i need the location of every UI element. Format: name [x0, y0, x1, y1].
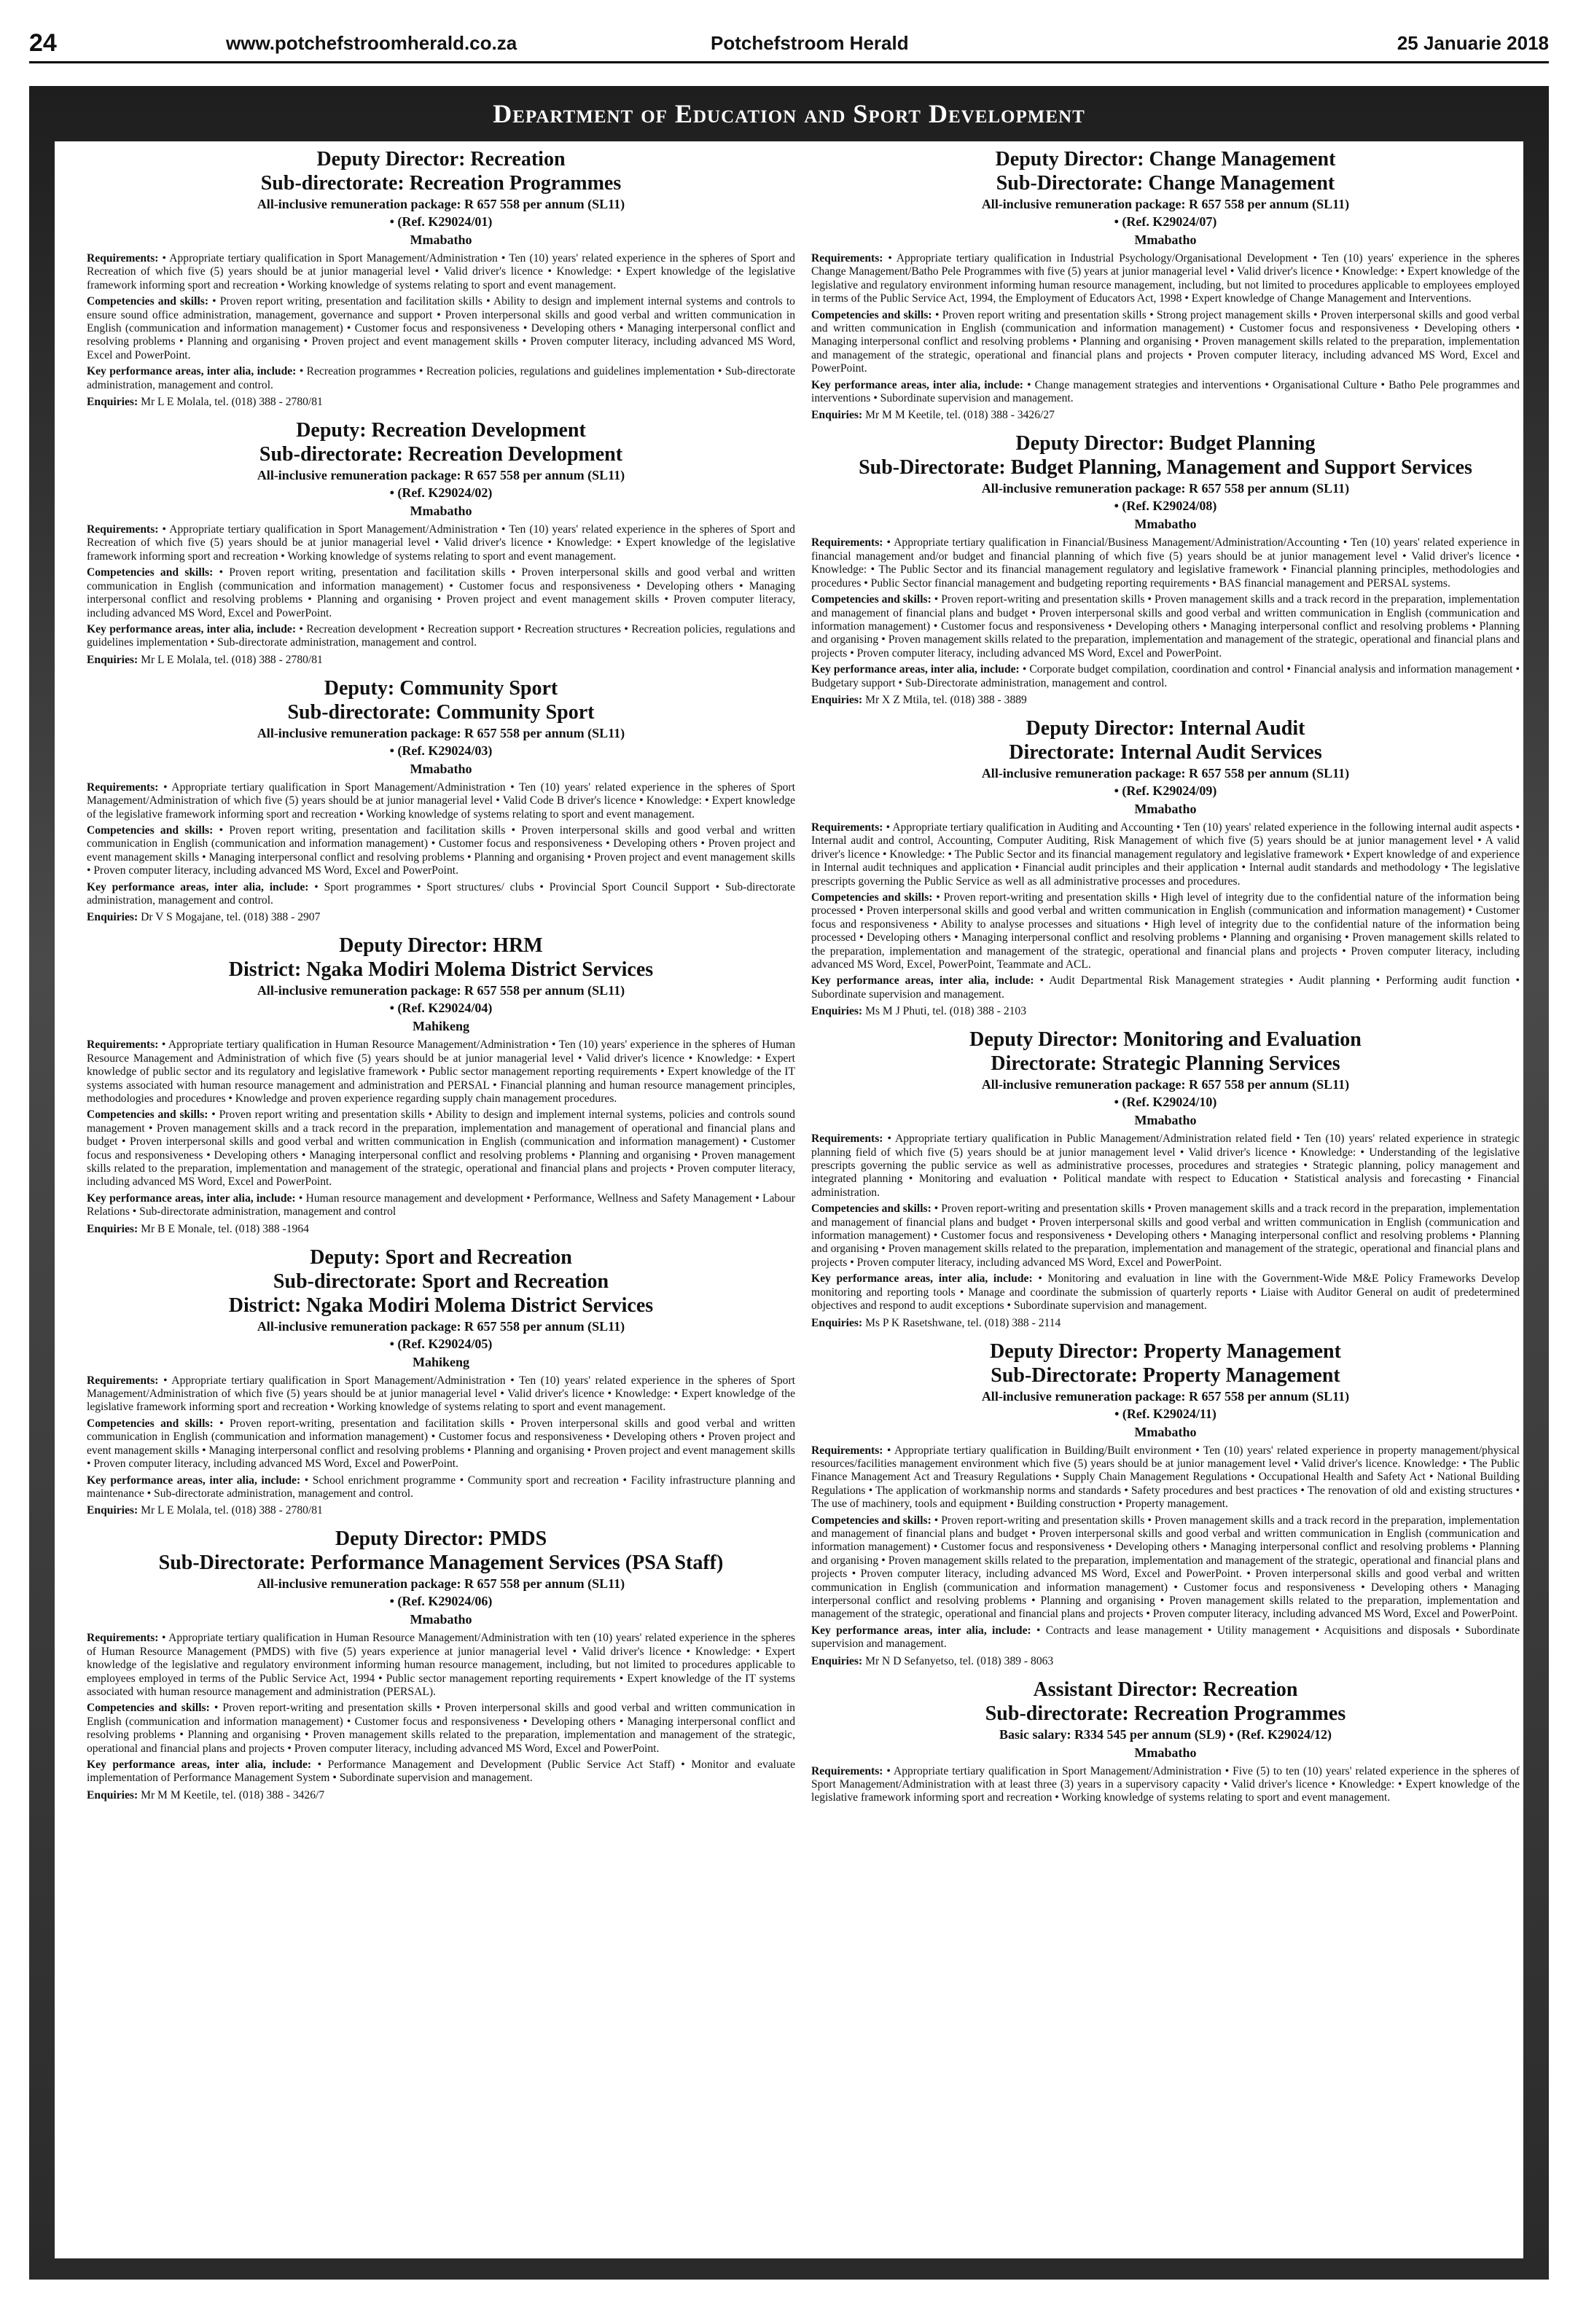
enquiries-label: Enquiries:: [811, 1316, 863, 1329]
enquiries: [811, 1316, 1520, 1331]
kpa-text-body: • Sport programmes • Sport structures/ clubs • Provincial Sport Council Support • Sub-directorate administration, management and control.: [87, 880, 795, 907]
competencies-text-body: • Proven report writing, presentation and facilitation skills • Proven interpersonal skills and good verbal and written communication in English (communication and information management) • Customer focus and responsiveness • Developing others • Managing interpersonal conflict and resolving problems • Planning and organising • Proven project and event management skills • Proven computer literacy, including advanced MS Word, Excel and PowerPoint.: [87, 566, 795, 619]
kpa-text: [811, 1624, 1520, 1651]
kpa-text-body: • Human resource management and development • Performance, Wellness and Safety Management • Labour Relations • Sub-directorate administration, management and control: [87, 1192, 795, 1218]
kpa-text-label: Key performance areas, inter alia, include:: [87, 622, 297, 635]
vacancy-title: Deputy Director: Budget Planning: [1015, 432, 1316, 455]
competencies-text: [811, 309, 1520, 376]
enquiries-label: Enquiries:: [87, 653, 138, 666]
vacancy-title: Deputy Director: Internal Audit: [1026, 716, 1305, 740]
page-number: 24: [29, 28, 57, 57]
vacancy-title: Deputy Director: Property Management: [990, 1339, 1341, 1363]
competencies-text-body: • Proven report-writing and presentation skills • High level of integrity due to the confidential nature of the information being processed • Proven interpersonal skills and good verbal and written communication in English (communication and information management) • Customer focus and responsiveness • Ability to analyse processes and situations • High level of integrity due to the confidential nature of the information being processed • Developing others • Managing interpersonal conflict and resolving problems • Planning and organising • Proven management skills related to the preparation, implementation and management of the strategic, operational and financial plans and projects • Proven computer literacy, including advanced MS Word, Excel, PowerPoint, Teammate and ACL.: [811, 891, 1520, 971]
requirements-text-label: Requirements:: [811, 1444, 883, 1457]
vacancy-ad: [87, 418, 795, 668]
vacancy-ad: [811, 1678, 1520, 1805]
kpa-text-body: • Monitoring and evaluation in line with the Government-Wide M&E Policy Frameworks Develop monitoring and reporting tools • Manage and coordinate the submission of quarterly reports • Liaise with Auditor General on audit of predetermined objectives and respond to audit exceptions • Subordinate supervision and management.: [811, 1272, 1520, 1312]
kpa-text: [811, 1272, 1520, 1312]
reference-number: • (Ref. K29024/04): [389, 1001, 493, 1016]
competencies-text-label: Competencies and skills:: [811, 1202, 931, 1216]
competencies-text-body: • Proven report-writing and presentation skills • Proven management skills and a track record in the preparation, implementation and management of financial plans and budget • Proven interpersonal skills and good verbal and written communication in English (communication and information management) • Customer focus and responsiveness • Developing others • Managing interpersonal conflict and resolving problems • Planning and organising • Proven management skills related to the preparation, implementation and management of the strategic, operational and financial plans and projects • Proven computer literacy, including advanced MS Word, Excel and PowerPoint.: [811, 593, 1520, 660]
enquiries-label: Enquiries:: [811, 1005, 863, 1018]
competencies-text: [811, 1202, 1520, 1269]
kpa-text-body: • Recreation programmes • Recreation policies, regulations and guidelines implementation • Sub-directorate administration, management and control.: [87, 365, 796, 391]
reference-number: • (Ref. K29024/01): [389, 214, 493, 229]
website-link[interactable]: www.potchefstroomherald.co.za: [226, 31, 517, 54]
requirements-text-label: Requirements:: [811, 1764, 883, 1777]
requirements-text-body: • Appropriate tertiary qualification in Financial/Business Management/Administration/Accounting • Ten (10) years' related experience in financial management and/or budget and financial planning of which five (5) years should be at junior management level • Valid driver's licence • Knowledge: • The Public Sector and its financial management regulatory and legislative framework • Financial planning principles, methodologies and procedures • Public Sector financial management and budgeting reporting requirements • BAS financial management and PERSAL systems.: [811, 536, 1520, 590]
requirements-text-label: Requirements:: [87, 780, 159, 794]
kpa-text-label: Key performance areas, inter alia, include:: [811, 1272, 1033, 1286]
reference-number: • (Ref. K29024/10): [1114, 1095, 1217, 1110]
competencies-text: [811, 593, 1520, 660]
competencies-text-body: • Proven report-writing and presentation skills • Proven management skills and a track record in the preparation, implementation and management of financial plans and budget • Proven interpersonal skills and good verbal and written communication in English (communication and information management) • Customer focus and responsiveness • Developing others • Managing interpersonal conflict and resolving problems • Planning and organising • Proven management skills related to the preparation, implementation and management of the strategic, operational and financial plans and projects • Proven computer literacy, including advanced MS Word, Excel and PowerPoint. • Proven interpersonal skills and good verbal and written communication in English (communication and information management) • Customer focus and responsiveness • Developing others • Managing interpersonal conflict and resolving problems • Planning and organising • Proven management skills related to the preparation, implementation and management of the strategic, operational and financial plans and projects • Proven computer literacy, including advanced MS Word, Excel and PowerPoint.: [811, 1514, 1520, 1621]
department-banner: Department of Education and Sport Development: [493, 99, 1085, 128]
vacancy-ad: [87, 1245, 795, 1519]
requirements-text-body: • Appropriate tertiary qualification in Sport Management/Administration • Ten (10) years' related experience in the spheres of Sport and Recreation of which five (5) years should be at junior managerial level • Valid driver's licence • Knowledge: • Expert knowledge of the legislative framework informing sport and recreation • Working knowledge of systems relating to sport and event management.: [87, 523, 795, 563]
competencies-text-label: Competencies and skills:: [87, 1417, 214, 1430]
enquiries-contact: Mr M M Keetile, tel. (018) 388 - 3426/27: [865, 409, 1055, 422]
enquiries-label: Enquiries:: [87, 1504, 138, 1517]
reference-number: • (Ref. K29024/07): [1114, 214, 1217, 229]
location: Mmabatho: [410, 232, 472, 247]
enquiries: [87, 653, 795, 668]
competencies-text-label: Competencies and skills:: [811, 1514, 931, 1527]
vacancy-title: Sub-directorate: Recreation Development: [259, 443, 623, 466]
vacancy-title: Sub-Directorate: Change Management: [996, 172, 1335, 195]
requirements-text-body: • Appropriate tertiary qualification in Auditing and Accounting • Ten (10) years' related experience in the following internal audit aspects • Internal audit and control, Accounting, Computer Auditing, Risk Management of which five (5) years should be at junior management level • A valid driver's licence • Knowledge: • The Public Sector and its financial management regulatory and legislative framework • Expert knowledge of and experience in Internal audit techniques and application • Financial audit principles and their application • Internal audit standards and methodology • The legislative prescripts governing the Public Service as well as all administrative processes and procedures.: [811, 821, 1520, 888]
remuneration-package: All-inclusive remuneration package: R 657 558 per annum (SL11): [981, 1388, 1350, 1404]
remuneration-package: All-inclusive remuneration package: R 657 558 per annum (SL11): [257, 197, 625, 211]
vacancy-title: Directorate: Internal Audit Services: [1009, 740, 1322, 764]
reference-number: • (Ref. K29024/03): [389, 743, 493, 758]
location: Mmabatho: [410, 1612, 472, 1627]
reference-number: • (Ref. K29024/08): [1114, 498, 1217, 514]
vacancy-title: Assistant Director: Recreation: [1033, 1678, 1298, 1701]
enquiries-contact: Mr L E Molala, tel. (018) 388 - 2780/81: [141, 396, 323, 409]
competencies-text-label: Competencies and skills:: [87, 1702, 210, 1715]
kpa-text: [87, 881, 795, 908]
requirements-text-body: • Appropriate tertiary qualification in Industrial Psychology/Organisational Development • Ten (10) years' experience in the spheres Change Management/Batho Pele Programmes with five (5) years at junior managerial level • Valid driver's licence • Knowledge: • Expert knowledge of the legislative and regulatory environment informing human resource management, including, but not limited to procedures applicable to employees employed in terms of the Public Service Act, 1994, the Employment of Educators Act, 1998 • Expert knowledge of Change Management and Interventions.: [811, 252, 1520, 305]
kpa-text: [87, 1474, 795, 1501]
remuneration-package: All-inclusive remuneration package: R 657 558 per annum (SL11): [257, 983, 625, 998]
remuneration-package: All-inclusive remuneration package: R 657 558 per annum (SL11): [257, 1576, 625, 1592]
remuneration-package: All-inclusive remuneration package: R 657 558 per annum (SL11): [981, 765, 1350, 780]
competencies-text-body: • Proven report-writing and presentation skills • Proven interpersonal skills and good verbal and written communication in English (communication and information management) • Customer focus and responsiveness • Developing others • Managing interpersonal conflict and resolving problems • Planning and organising • Proven management skills related to the preparation, implementation and management of the strategic, operational and financial plans and projects • Proven computer literacy, including advanced MS Word, Excel and PowerPoint.: [87, 1702, 795, 1755]
requirements-text: [87, 523, 795, 563]
advert-body: [55, 141, 1523, 2258]
location: Mmabatho: [1134, 1424, 1197, 1439]
enquiries: [811, 408, 1520, 423]
vacancy-title: Deputy: Sport and Recreation: [310, 1245, 572, 1269]
advert-frame: [29, 86, 1549, 2280]
vacancy-title: Deputy Director: HRM: [339, 934, 543, 958]
kpa-text-body: • Performance Management and Development (Public Service Act Staff) • Monitor and evaluate implementation of Performance Management System • Subordinate supervision and management.: [87, 1758, 795, 1785]
requirements-text-label: Requirements:: [87, 252, 159, 265]
location: Mmabatho: [1134, 801, 1197, 816]
vacancy-ad: [811, 1028, 1520, 1330]
enquiries-contact: Ms P K Rasetshwane, tel. (018) 388 - 2114: [865, 1316, 1061, 1329]
requirements-text-label: Requirements:: [811, 1132, 883, 1146]
requirements-text-label: Requirements:: [87, 1374, 159, 1387]
kpa-text-label: Key performance areas, inter alia, include:: [87, 880, 309, 893]
vacancy-ad: [87, 147, 795, 410]
enquiries-label: Enquiries:: [87, 1788, 138, 1801]
enquiries-label: Enquiries:: [811, 409, 863, 422]
competencies-text-label: Competencies and skills:: [811, 308, 932, 321]
requirements-text: [811, 821, 1520, 888]
vacancy-title: Directorate: Strategic Planning Services: [991, 1052, 1340, 1076]
vacancy-ad: [811, 1339, 1520, 1669]
kpa-text-label: Key performance areas, inter alia, include:: [811, 663, 1020, 676]
competencies-text: [811, 1514, 1520, 1621]
competencies-text: [87, 566, 795, 620]
enquiries-label: Enquiries:: [811, 693, 863, 706]
requirements-text-body: • Appropriate tertiary qualification in Human Resource Management/Administration • Ten (10) years' experience in the spheres of Human Resource Management and Administration of which five (5) years should be at junior managerial level • Valid driver's licence • Knowledge: • Expert knowledge of public sector and its regulatory and legislative framework • Public sector management reporting requirements • Expert knowledge of the IT systems associated with human resource management and administration and PERSAL • Financial planning and human resource management principles, methodologies and procedures • Knowledge and proven experience regarding supply chain management procedures.: [87, 1038, 796, 1105]
kpa-text-body: • School enrichment programme • Community sport and recreation • Facility infrastructure planning and maintenance • Sub-directorate administration, management and control.: [87, 1474, 795, 1500]
kpa-text-label: Key performance areas, inter alia, include:: [87, 1474, 301, 1487]
reference-number: • (Ref. K29024/09): [1114, 783, 1217, 798]
competencies-text-label: Competencies and skills:: [87, 1108, 208, 1122]
vacancy-title: Deputy Director: Recreation: [316, 148, 566, 171]
requirements-text: [811, 252, 1520, 306]
enquiries: [87, 395, 795, 410]
remuneration-package: All-inclusive remuneration package: R 657 558 per annum (SL11): [981, 1077, 1350, 1092]
kpa-text-label: Key performance areas, inter alia, include:: [87, 365, 297, 378]
enquiries-contact: Ms M J Phuti, tel. (018) 388 - 2103: [865, 1005, 1027, 1018]
reference-number: • (Ref. K29024/06): [389, 1594, 493, 1609]
requirements-text-body: • Appropriate tertiary qualification in Building/Built environment • Ten (10) years' related experience in property management/physical resources/facilities management environment which five (5) years should be at junior management level • Valid driver's licence. Knowledge: • The Public Finance Management Act and Treasury Regulations • Supply Chain Management Regulations • Occupational Health and Safety Act • National Building Regulations • The application of workmanship norms and standards • Safety procedures and best practices • The renovation of old and existing structures • The use of machinery, tools and equipment • Building construction • Property management.: [811, 1444, 1520, 1511]
competencies-text-body: • Proven report writing and presentation skills • Strong project management skills • Proven interpersonal skills and good verbal and written communication in English (communication and information management) • Customer focus and responsiveness • Developing others • Managing interpersonal conflict and resolving problems • Planning and organising • Proven management skills related to the preparation, implementation and management of the strategic, operational and financial plans and projects • Proven computer literacy, including advanced MS Word, Excel and PowerPoint.: [811, 308, 1520, 375]
issue-date: 25 Januarie 2018: [1397, 31, 1549, 54]
enquiries: [811, 1654, 1520, 1669]
vacancy-title: Deputy: Community Sport: [324, 676, 558, 700]
remuneration-package: Basic salary: R334 545 per annum (SL9) • (Ref. K29024/12): [999, 1726, 1332, 1742]
vacancy-title: Deputy: Recreation Development: [296, 419, 586, 442]
requirements-text-label: Requirements:: [87, 1632, 159, 1645]
location: Mmabatho: [410, 504, 472, 519]
vacancy-ad: [87, 1527, 795, 1802]
competencies-text-label: Competencies and skills:: [87, 566, 214, 579]
masthead: [29, 25, 1549, 63]
competencies-text-body: • Proven report writing and presentation skills • Ability to design and implement internal systems, policies and controls sound management • Proven management skills and a track record in the preparation, implementation and management of operational and financial plans and budget • Proven interpersonal skills and good verbal and written communication in English (communication and information management) • Customer focus and responsiveness • Developing others • Managing interpersonal conflict and resolving problems • Planning and organising • Proven management skills related to the preparation, implementation and management of the strategic, operational and financial plans and projects • Proven computer literacy, including advanced MS Word, Excel and PowerPoint.: [87, 1108, 795, 1189]
requirements-text-body: • Appropriate tertiary qualification in Sport Management/Administration • Five (5) to ten (10) years' related experience in the spheres of Sport Management/Administration with at least three (3) years in a supervisory capacity • Valid driver's licence • Knowledge: • Expert knowledge of the legislative framework informing sport and recreation • Working knowledge of systems relating to sport and event management.: [811, 1764, 1520, 1804]
vacancy-title: Sub-directorate: Sport and Recreation: [273, 1269, 609, 1293]
location: Mahikeng: [412, 1354, 469, 1369]
requirements-text-label: Requirements:: [811, 536, 883, 549]
enquiries-contact: Dr V S Mogajane, tel. (018) 388 - 2907: [141, 911, 321, 924]
requirements-text: [811, 1765, 1520, 1805]
kpa-text-body: • Corporate budget compilation, coordination and control • Financial analysis and information management • Budgetary support • Sub-Directorate administration, management and control.: [811, 663, 1520, 689]
competencies-text: [811, 891, 1520, 971]
enquiries-contact: Mr L E Molala, tel. (018) 388 - 2780/81: [141, 1504, 323, 1517]
enquiries-label: Enquiries:: [87, 911, 138, 924]
kpa-text-label: Key performance areas, inter alia, include:: [811, 1624, 1031, 1637]
kpa-text-label: Key performance areas, inter alia, include:: [811, 974, 1034, 987]
competencies-text-body: • Proven report-writing and presentation skills • Proven management skills and a track record in the preparation, implementation and management of financial plans and budget • Proven interpersonal skills and good verbal and written communication in English (communication and information management) • Customer focus and responsiveness • Developing others • Managing interpersonal conflict and resolving problems • Planning and organising • Proven management skills related to the preparation, implementation and management of the strategic, operational and financial plans and projects • Proven computer literacy, including advanced MS Word, Excel and PowerPoint.: [811, 1202, 1520, 1269]
competencies-text: [87, 1702, 795, 1756]
requirements-text: [87, 1632, 795, 1699]
remuneration-package: All-inclusive remuneration package: R 657 558 per annum (SL11): [981, 197, 1350, 211]
reference-number: • (Ref. K29024/11): [1114, 1406, 1216, 1421]
paper-name: Potchefstroom Herald: [711, 31, 909, 54]
enquiries-label: Enquiries:: [811, 1654, 863, 1667]
vacancy-title: Sub-directorate: Community Sport: [287, 700, 595, 724]
vacancy-title: Sub-directorate: Recreation Programmes: [985, 1702, 1346, 1725]
kpa-text: [811, 974, 1520, 1001]
vacancy-ad: [811, 716, 1520, 1019]
remuneration-package: All-inclusive remuneration package: R 657 558 per annum (SL11): [981, 481, 1350, 496]
remuneration-package: All-inclusive remuneration package: R 657 558 per annum (SL11): [257, 1318, 625, 1334]
location: Mahikeng: [412, 1019, 469, 1034]
enquiries: [811, 693, 1520, 708]
remuneration-package: All-inclusive remuneration package: R 657 558 per annum (SL11): [257, 468, 625, 483]
location: Mmabatho: [1134, 1113, 1197, 1128]
location: Mmabatho: [1134, 232, 1197, 247]
remuneration-package: All-inclusive remuneration package: R 657 558 per annum (SL11): [257, 725, 625, 740]
kpa-text-label: Key performance areas, inter alia, include:: [87, 1192, 296, 1205]
enquiries-contact: Mr M M Keetile, tel. (018) 388 - 3426/7: [141, 1788, 325, 1801]
competencies-text-label: Competencies and skills:: [87, 823, 214, 837]
competencies-text-label: Competencies and skills:: [811, 891, 933, 904]
left-column: [87, 141, 795, 1812]
requirements-text-label: Requirements:: [87, 1038, 159, 1052]
kpa-text-body: • Audit Departmental Risk Management strategies • Audit planning • Performing audit function • Subordinate supervision and management.: [811, 974, 1520, 1001]
enquiries: [87, 1222, 795, 1237]
location: Mmabatho: [410, 761, 472, 776]
vacancy-ad: [811, 147, 1520, 423]
enquiries-contact: Mr N D Sefanyetso, tel. (018) 389 - 8063: [865, 1654, 1054, 1667]
competencies-text: [87, 1417, 795, 1471]
kpa-text: [87, 1758, 795, 1785]
requirements-text: [87, 781, 795, 821]
kpa-text-body: • Recreation development • Recreation support • Recreation structures • Recreation policies, regulations and guidelines implementation • Sub-directorate administration, management and control.: [87, 622, 795, 649]
enquiries: [811, 1004, 1520, 1019]
competencies-text-body: • Proven report writing, presentation and facilitation skills • Proven interpersonal skills and good verbal and written communication in English (communication and information management) • Customer focus and responsiveness • Developing others • Proven project and event management skills • Managing interpersonal conflict and resolving problems • Planning and organising • Proven project and event management skills • Proven computer literacy, including advanced MS Word, Excel and PowerPoint.: [87, 823, 795, 877]
kpa-text: [87, 1192, 795, 1219]
requirements-text-label: Requirements:: [811, 252, 883, 265]
competencies-text-label: Competencies and skills:: [811, 593, 931, 606]
location: Mmabatho: [1134, 517, 1197, 532]
requirements-text-body: • Appropriate tertiary qualification in Public Management/Administration related field • Ten (10) years' related experience in strategic planning field of which five (5) years should be at junior management level • Valid driver's licence • Knowledge: • Understanding of the legislative prescripts governing the public service as well as administrative processes, procedures and strategies • Strategic planning, policy management and integrated planning • Monitoring and evaluation • Political mandate with respect to Education • Statistical analysis and forecasting • Financial administration.: [811, 1132, 1520, 1199]
kpa-text-label: Key performance areas, inter alia, include:: [87, 1758, 312, 1771]
reference-number: • (Ref. K29024/02): [389, 485, 493, 501]
competencies-text-body: • Proven report-writing, presentation and facilitation skills • Proven interpersonal skills and good verbal and written communication in English (communication and information management) • Customer focus and responsiveness • Developing others • Proven project and event management skills • Managing interpersonal conflict and resolving problems • Planning and organising • Proven project and event management skills • Proven computer literacy, including advanced MS Word, Excel and PowerPoint.: [87, 1417, 795, 1471]
vacancy-title: Sub-Directorate: Performance Management Services (PSA Staff): [158, 1552, 724, 1575]
requirements-text-body: • Appropriate tertiary qualification in Sport Management/Administration • Ten (10) years' related experience in the spheres of Sport Management/Administration of which five (5) years should be at junior managerial level • Valid Code B driver's licence • Knowledge: • Expert knowledge of the legislative framework informing sport and recreation • Working knowledge of systems relating to sport and event management.: [87, 780, 796, 821]
requirements-text-label: Requirements:: [811, 821, 883, 834]
enquiries-contact: Mr L E Molala, tel. (018) 388 - 2780/81: [141, 653, 323, 666]
enquiries-contact: Mr X Z Mtila, tel. (018) 388 - 3889: [865, 693, 1027, 706]
competencies-text: [87, 295, 795, 362]
requirements-text: [87, 1374, 795, 1415]
competencies-text: [87, 1108, 795, 1189]
vacancy-ad: [87, 676, 795, 926]
kpa-text: [87, 623, 795, 650]
competencies-text-label: Competencies and skills:: [87, 295, 209, 308]
requirements-text-label: Requirements:: [87, 523, 159, 536]
requirements-text: [811, 536, 1520, 590]
vacancy-title: Deputy Director: Monitoring and Evaluation: [969, 1028, 1362, 1052]
requirements-text-body: • Appropriate tertiary qualification in Human Resource Management/Administration with ten (10) years' related experience in the spheres of Human Resource Management (PMDS) with five (5) years experience at junior managerial level • Valid driver's licence • Knowledge: • Expert knowledge of the legislative and regulatory environment informing human resource management, including, but not limited to procedures applicable to employees employed in terms of the Public Service Act, 1994 • Public sector management reporting requirements • Expert knowledge of the IT systems associated with human resource management and administration (PERSAL).: [87, 1632, 795, 1698]
enquiries-label: Enquiries:: [87, 396, 138, 409]
location: Mmabatho: [1134, 1745, 1197, 1760]
vacancy-title: Sub-directorate: Recreation Programmes: [260, 172, 622, 195]
requirements-text: [811, 1132, 1520, 1200]
kpa-text-body: • Change management strategies and interventions • Organisational Culture • Batho Pele programmes and interventions • Subordinate supervision and management.: [811, 378, 1520, 405]
kpa-text: [811, 663, 1520, 690]
vacancy-title: Deputy Director: PMDS: [335, 1527, 547, 1551]
enquiries-label: Enquiries:: [87, 1222, 138, 1235]
kpa-text: [87, 365, 795, 392]
vacancy-title: District: Ngaka Modiri Molema District Services: [228, 1294, 654, 1317]
requirements-text-body: • Appropriate tertiary qualification in Sport Management/Administration • Ten (10) years' related experience in the spheres of Sport Management/Administration of which five (5) years should be at junior managerial level • Valid driver's licence • Knowledge: • Expert knowledge of the legislative framework informing sport and recreation • Working knowledge of systems relating to sport and event management.: [87, 1374, 796, 1414]
vacancy-title: Sub-Directorate: Property Management: [991, 1364, 1340, 1387]
enquiries-contact: Mr B E Monale, tel. (018) 388 -1964: [141, 1222, 309, 1235]
vacancy-ad: [87, 934, 795, 1236]
requirements-text-body: • Appropriate tertiary qualification in Sport Management/Administration • Ten (10) years' related experience in the spheres of Sport and Recreation of which five (5) years should be at junior managerial level • Valid driver's licence • Knowledge: • Expert knowledge of the legislative framework informing sport and recreation • Working knowledge of systems relating to sport and event management.: [87, 252, 795, 292]
right-column: [811, 141, 1520, 1814]
vacancy-title: Sub-Directorate: Budget Planning, Management and Support Services: [859, 456, 1472, 480]
competencies-text: [87, 824, 795, 878]
requirements-text: [87, 1038, 795, 1106]
vacancy-title: Deputy Director: Change Management: [995, 148, 1336, 171]
kpa-text: [811, 379, 1520, 406]
requirements-text: [87, 252, 795, 292]
competencies-text-body: • Proven report writing, presentation and facilitation skills • Ability to design and implement internal systems and controls to ensure sound office administration, management, governance and support • Proven interpersonal skills and good verbal and written communication in English (communication and information management) • Customer focus and responsiveness • Developing others • Managing interpersonal conflict and resolving problems • Planning and organising • Proven project and event management skills • Proven computer literacy, including advanced MS Word, Excel and PowerPoint.: [87, 295, 795, 361]
requirements-text: [811, 1444, 1520, 1511]
kpa-text-label: Key performance areas, inter alia, include:: [811, 378, 1023, 391]
enquiries: [87, 1503, 795, 1518]
vacancy-ad: [811, 431, 1520, 707]
enquiries: [87, 1788, 795, 1803]
kpa-text-body: • Contracts and lease management • Utility management • Acquisitions and disposals • Subordinate supervision and management.: [811, 1624, 1520, 1651]
reference-number: • (Ref. K29024/05): [389, 1336, 493, 1351]
vacancy-title: District: Ngaka Modiri Molema District Services: [228, 958, 654, 982]
enquiries: [87, 910, 795, 925]
